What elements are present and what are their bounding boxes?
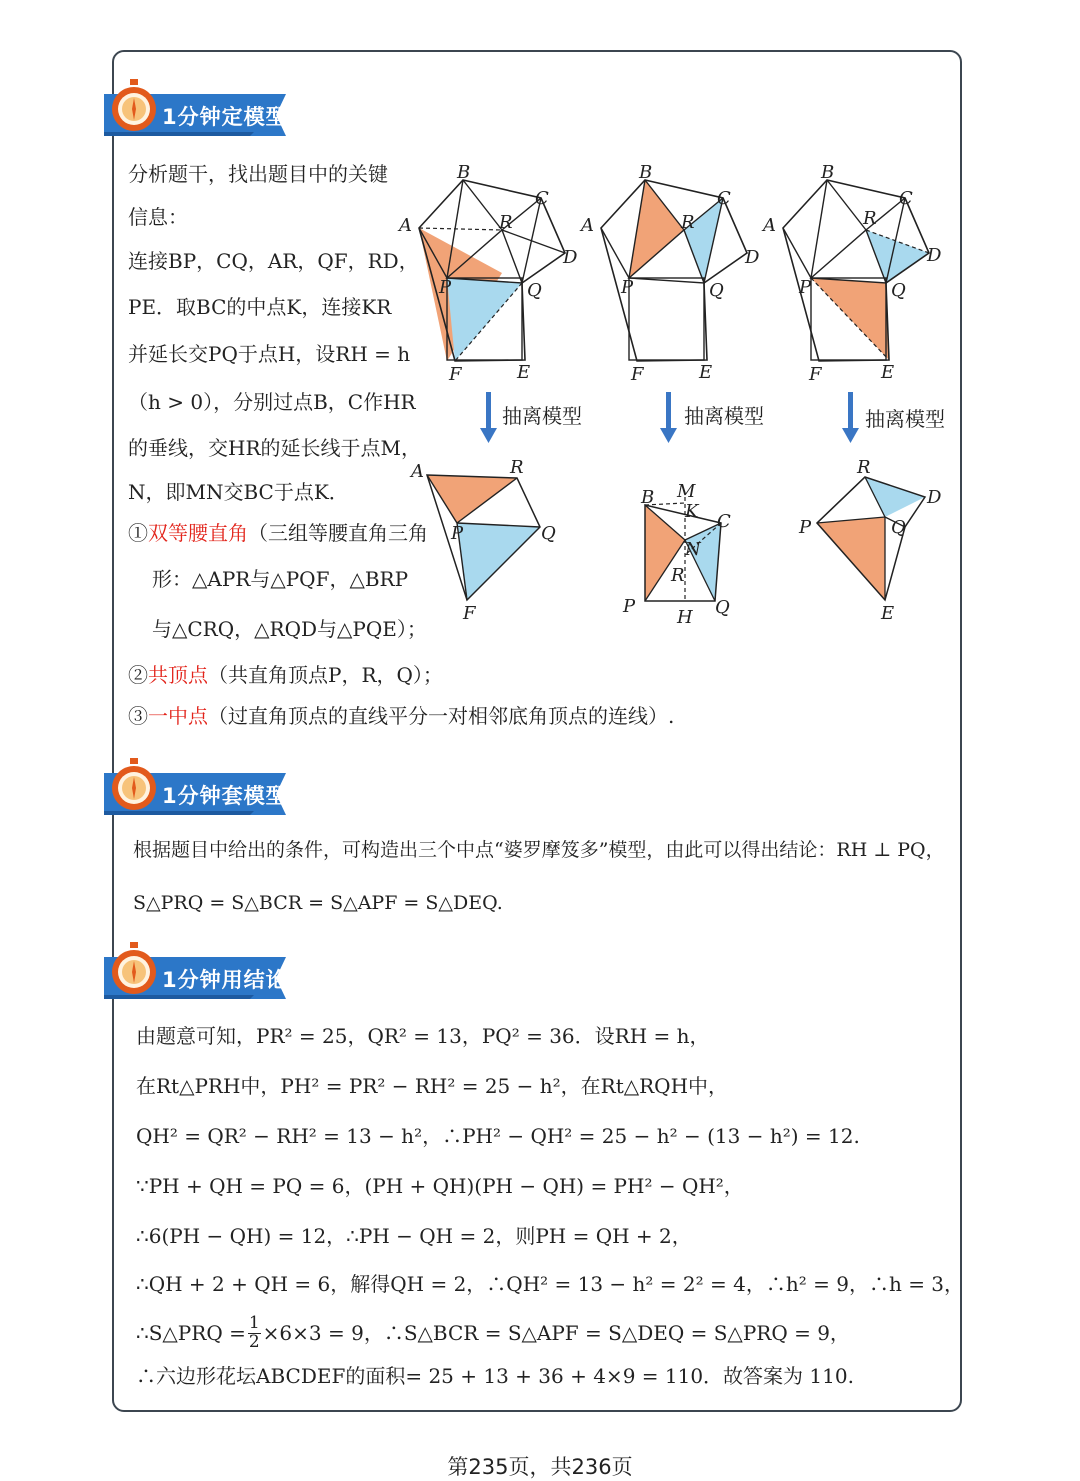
hex-figure-1: [397, 162, 578, 385]
point-2-key: 共顶点: [148, 663, 208, 687]
analysis-line-4: PE．取BC的中点K，连接KR: [128, 295, 392, 319]
down-arrow-icon: [658, 392, 680, 444]
apply-line-1: 根据题目中给出的条件，可构造出三个中点“婆罗摩笈多”模型，由此可以得出结论：RH ⊥ PQ，: [133, 839, 945, 861]
hexagon-figures: [395, 158, 955, 388]
model-1: [409, 457, 556, 624]
svg-text:Q: Q: [709, 280, 724, 301]
svg-text:Q: Q: [541, 523, 556, 544]
model-3: [798, 457, 942, 624]
svg-text:E: E: [699, 362, 713, 383]
shaded-tri-pqf: [447, 278, 522, 361]
point-2-rest: （共直角顶点P，R，Q）；: [208, 663, 443, 687]
conclusion-line-6: ∴QH + 2 + QH = 6，解得QH = 2，∴QH² = 13 − h² = 2² = 4，∴h² = 9，∴h = 3，: [136, 1272, 965, 1296]
analysis-line-1: 分析题干，找出题目中的关键: [128, 162, 388, 186]
fraction-denominator: 2: [248, 1331, 260, 1352]
stopwatch-icon: [110, 78, 158, 134]
svg-text:A: A: [411, 461, 424, 482]
svg-text:P: P: [799, 277, 812, 298]
conclusion-line-5: ∴6(PH − QH) = 12，∴PH − QH = 2，则PH = QH + 2，: [136, 1224, 692, 1248]
svg-text:B: B: [641, 487, 655, 508]
label-R: R: [499, 212, 513, 233]
svg-text:N: N: [685, 539, 701, 560]
point-1-line-2: 形：△APR与△PQF，△BRP: [152, 567, 409, 591]
point-1-key: 双等腰直角: [148, 521, 248, 545]
analysis-line-5: 并延长交PQ于点H，设RH = h: [128, 342, 411, 366]
page-footer: 第235页，共236页: [447, 1455, 633, 1479]
model-2: [622, 481, 731, 625]
svg-text:Q: Q: [891, 280, 906, 301]
shaded-tri-crq: [684, 198, 723, 283]
section-banner-3: [104, 951, 304, 1005]
apply-line-2: S△PRQ = S△BCR = S△APF = S△DEQ.: [133, 892, 503, 914]
svg-text:C: C: [717, 511, 731, 532]
svg-text:A: A: [581, 215, 594, 236]
point-2-num: ②: [128, 663, 148, 687]
arrow-label-2: 抽离模型: [684, 404, 764, 428]
conclusion-line-2: 在Rt△PRH中，PH² = PR² − RH² = 25 − h²，在Rt△RQH中，: [136, 1074, 729, 1098]
point-2: [128, 665, 443, 685]
analysis-line-2: 信息：: [128, 205, 188, 229]
label-C: C: [535, 188, 549, 209]
point-1-rest: （三组等腰直角三角: [248, 521, 428, 545]
svg-text:R: R: [671, 565, 685, 586]
svg-text:P: P: [799, 517, 812, 538]
svg-text:D: D: [927, 487, 942, 508]
point-1: [128, 523, 428, 543]
svg-text:A: A: [763, 215, 776, 236]
label-B: B: [457, 162, 471, 183]
analysis-line-7: 的垂线，交HR的延长线于点M，: [128, 436, 421, 460]
hex-figure-2: [579, 162, 760, 385]
svg-text:B: B: [639, 162, 653, 183]
analysis-line-6: （h > 0），分别过点B，C作HR: [128, 390, 416, 414]
svg-text:C: C: [717, 188, 731, 209]
point-3: [128, 706, 674, 726]
label-A: A: [399, 215, 412, 236]
svg-text:Q: Q: [715, 597, 730, 618]
extracted-models: [405, 455, 960, 625]
label-Q: Q: [527, 280, 542, 301]
point-1-line-3: 与△CRQ，△RQD与△PQE）；: [152, 617, 427, 641]
conclusion-line-4: ∵PH + QH = PQ = 6，(PH + QH)(PH − QH) = PH² − QH²，: [136, 1174, 744, 1198]
svg-text:P: P: [623, 596, 636, 617]
conclusion-line-7b: ×6×3 = 9，∴S△BCR = S△APF = S△DEQ = S△PRQ = 9，: [262, 1321, 850, 1345]
analysis-line-3: 连接BP，CQ，AR，QF，RD，: [128, 249, 419, 273]
conclusion-line-7a: ∴S△PRQ =: [136, 1321, 246, 1345]
arrow-label-1: 抽离模型: [502, 404, 582, 428]
svg-text:B: B: [821, 162, 835, 183]
svg-text:K: K: [685, 501, 699, 522]
label-P: P: [439, 277, 452, 298]
down-arrow-icon: [478, 392, 500, 444]
point-1-num: ①: [128, 521, 148, 545]
section-title-2: 1分钟套模型: [162, 784, 288, 808]
conclusion-line-3: QH² = QR² − RH² = 13 − h²，∴PH² − QH² = 25 − h² − (13 − h²) = 12.: [136, 1124, 860, 1148]
arrow-label-3: 抽离模型: [865, 407, 945, 431]
conclusion-line-8: ∴六边形花坛ABCDEF的面积= 25 + 13 + 36 + 4×9 = 110．故答案为 110.: [136, 1364, 854, 1388]
svg-text:R: R: [857, 457, 871, 478]
svg-text:C: C: [899, 188, 913, 209]
svg-text:E: E: [881, 362, 895, 383]
stopwatch-icon: [110, 941, 158, 997]
svg-text:P: P: [621, 277, 634, 298]
svg-text:H: H: [677, 607, 693, 625]
svg-text:D: D: [745, 247, 760, 268]
fraction-half: [248, 1312, 261, 1352]
svg-text:M: M: [677, 481, 696, 502]
section-title-3: 1分钟用结论: [162, 968, 288, 992]
section-banner-1: [104, 88, 304, 142]
stopwatch-icon: [110, 757, 158, 813]
section-title-1: 1分钟定模型: [162, 105, 288, 129]
svg-text:F: F: [463, 603, 476, 624]
label-F: F: [449, 364, 462, 385]
fraction-numerator: 1: [248, 1312, 260, 1333]
svg-text:D: D: [927, 245, 942, 266]
analysis-line-8: N，即MN交BC于点K．: [128, 480, 349, 504]
conclusion-line-7: [136, 1310, 850, 1356]
point-3-num: ③: [128, 704, 148, 728]
hex-figure-3: [761, 162, 942, 385]
svg-text:R: R: [681, 212, 695, 233]
svg-text:F: F: [809, 364, 822, 385]
svg-text:P: P: [451, 523, 464, 544]
svg-text:R: R: [863, 208, 877, 229]
section-banner-2: [104, 767, 304, 821]
label-D: D: [563, 247, 578, 268]
label-E: E: [517, 362, 531, 383]
point-3-key: 一中点: [148, 704, 208, 728]
svg-text:R: R: [510, 457, 524, 478]
conclusion-line-1: 由题意可知，PR² = 25，QR² = 13，PQ² = 36．设RH = h，: [136, 1024, 710, 1048]
svg-text:E: E: [881, 603, 895, 624]
point-3-rest: （过直角顶点的直线平分一对相邻底角顶点的连线）.: [208, 704, 675, 728]
svg-text:Q: Q: [891, 517, 906, 538]
svg-text:F: F: [631, 364, 644, 385]
down-arrow-icon: [840, 392, 862, 444]
